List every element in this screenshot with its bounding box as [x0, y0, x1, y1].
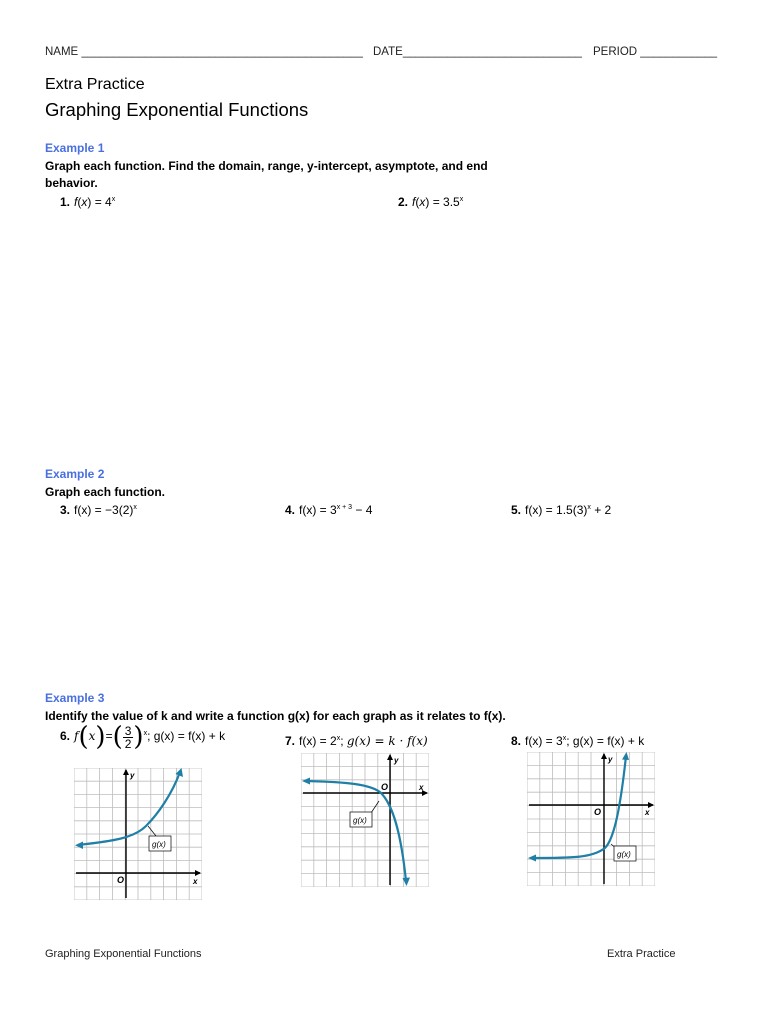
- example3-instruction: Identify the value of k and write a function g(x) for each graph as it relates to f(x).: [45, 709, 506, 723]
- curve-arrow-right: [622, 752, 629, 760]
- period-field: [593, 46, 717, 58]
- x-axis-label: x: [419, 783, 424, 792]
- y-arrow: [123, 769, 129, 775]
- footer-left: Graphing Exponential Functions: [45, 948, 202, 960]
- date-field: [373, 46, 582, 58]
- curve-arrow-left: [528, 855, 536, 862]
- origin-label: O: [594, 807, 602, 817]
- example3-label: Example 3: [45, 691, 105, 705]
- problem-3: 3. $f(x) = -3(2)^x$: [60, 503, 137, 517]
- x-axis-label: x: [193, 877, 198, 886]
- grid: [74, 768, 202, 900]
- example1-instruction: Graph each function. Find the domain, range, y-intercept, asymptote, and end behavior.: [45, 159, 488, 190]
- origin-label: O: [381, 782, 389, 792]
- problem-7: 7. $f(x) = 2^x$; g(x) = k · f(x): [285, 734, 428, 748]
- fraction: $\frac{3}{2}$: [124, 723, 132, 751]
- date-label: DATE: [373, 46, 403, 58]
- label-leader: [148, 826, 156, 836]
- curve: [532, 756, 626, 858]
- name-line: ____________________________________________: [81, 46, 363, 58]
- worksheet-title: Graphing Exponential Functions: [45, 99, 309, 120]
- period-label: PERIOD: [593, 46, 638, 58]
- origin-label: O: [117, 875, 125, 885]
- example2-label: Example 2: [45, 467, 105, 481]
- example1-label: Example 1: [45, 141, 105, 155]
- curve-label: g(x): [617, 850, 631, 859]
- y-arrow: [387, 754, 393, 760]
- name-label: NAME: [45, 46, 79, 58]
- problem-1-number: 1.: [60, 195, 71, 209]
- problem-4: 4. $f(x) = 3^{x + 3} - 4$: [285, 503, 373, 517]
- y-arrow: [601, 753, 607, 759]
- curve-label: g(x): [353, 816, 367, 825]
- curve-arrow-left: [302, 778, 310, 785]
- y-axis-label: y: [130, 771, 135, 780]
- graph-problem-6: [74, 768, 202, 900]
- example2-instruction: Graph each function.: [45, 485, 166, 499]
- grid: [527, 752, 655, 886]
- graph-problem-8: [527, 752, 655, 886]
- problem-6: 6. f(x)=( $\frac{3}{2}$ )$^x$; g(x) = f(x) + k: [60, 722, 226, 752]
- footer-right: Extra Practice: [607, 948, 676, 960]
- problem-5: 5. $f(x) = 1.5(3)^x + 2$: [511, 503, 612, 517]
- curve-label: g(x): [152, 840, 166, 849]
- problem-2-number: 2.: [398, 195, 409, 209]
- curve-arrow-left: [75, 842, 83, 850]
- name-field: [45, 46, 363, 58]
- worksheet-subtitle: Extra Practice: [45, 76, 145, 93]
- problem-1: 1. $f(x) = 4^x$: [60, 195, 116, 209]
- x-arrow: [195, 870, 201, 876]
- y-axis-label: y: [608, 755, 613, 764]
- x-axis-label: x: [645, 808, 650, 817]
- problem-2: 2. $f(x) = 3.5^x$: [398, 195, 464, 209]
- problem-8: 8. $f(x) = 3^x$; g(x) = f(x) + k: [511, 734, 645, 748]
- date-line: ____________________________: [402, 46, 582, 58]
- period-line: ____________: [640, 46, 718, 58]
- y-axis-label: y: [394, 756, 399, 765]
- graph-problem-7: [301, 753, 429, 887]
